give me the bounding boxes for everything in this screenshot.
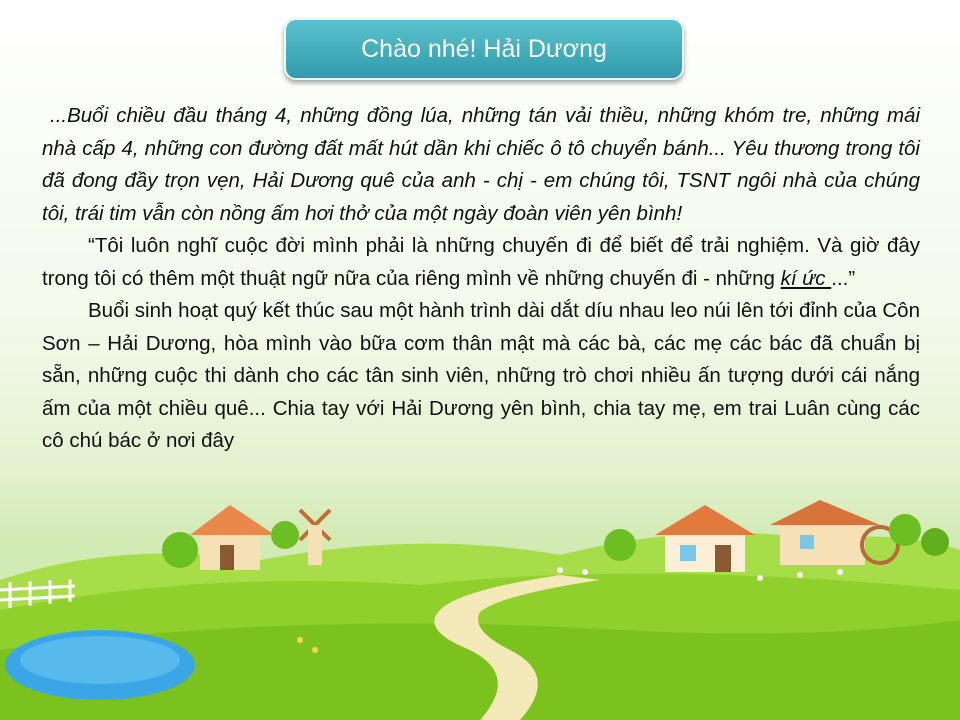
slide-body	[42, 100, 920, 458]
slide-title: Chào nhé! Hải Dương	[361, 34, 607, 63]
paragraph-1: ...Buổi chiều đầu tháng 4, những đồng lúa, những tán vải thiều, những khóm tre, những mái nhà cấp 4, những con đường đất mất hút dần khi chiếc ô tô chuyển bánh... Yêu thương trong tôi đã đong đầy trọn vẹn, Hải Dương quê của anh - chị - em chúng tôi, TSNT ngôi nhà của chúng tôi, trái tim vẫn còn nồng ấm hơi thở của một ngày đoàn viên yên bình!	[42, 104, 920, 225]
countryside-illustration	[0, 500, 960, 720]
paragraph-3: Buổi sinh hoạt quý kết thúc sau một hành trình dài dắt díu nhau leo núi lên tới đỉnh của Côn Sơn – Hải Dương, hòa mình vào bữa cơm thân mật mà các bà, các mẹ các bác đã chuẩn bị sẵn, những cuộc thi dành cho các tân sinh viên, những trò chơi nhiều ấn tượng dưới cái nắng ấm của một chiều quê... Chia tay với Hải Dương yên bình, chia tay mẹ, em trai Luân cùng các cô chú bác ở nơi đây	[42, 299, 920, 452]
paragraph-2	[42, 230, 920, 295]
paragraph-2-end: ...”	[831, 266, 856, 290]
paragraph-2-emphasis: kí ức	[780, 266, 832, 290]
paragraph-2-text: “Tôi luôn nghĩ cuộc đời mình phải là những chuyến đi để biết để trải nghiệm. Và giờ đây trong tôi có thêm một thuật ngữ nữa của riêng mình về những chuyến đi - những	[42, 234, 920, 290]
slide-title-box	[284, 18, 684, 80]
